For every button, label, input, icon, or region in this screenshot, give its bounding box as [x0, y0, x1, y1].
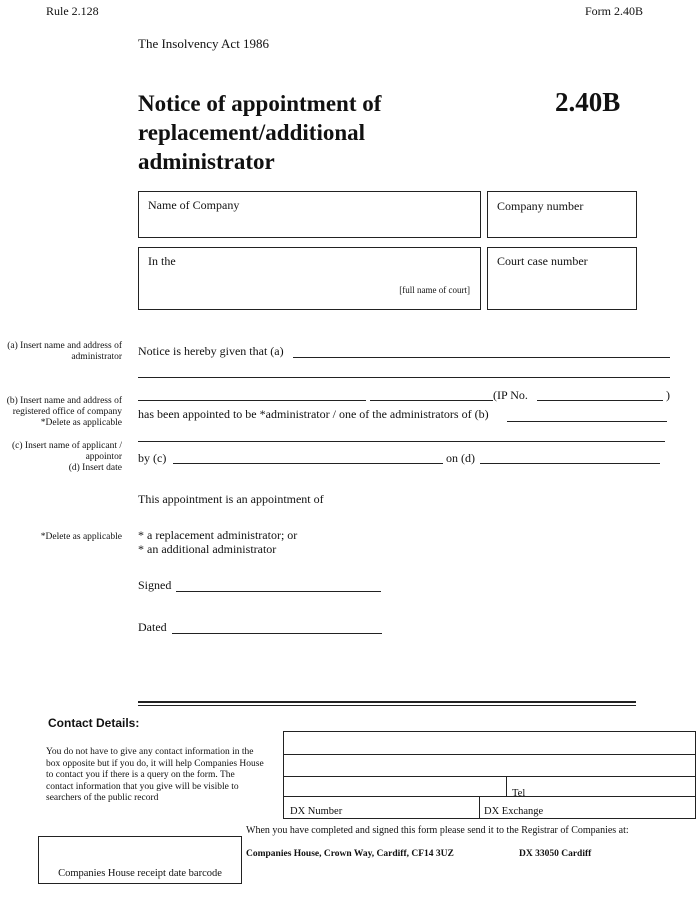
- dated-label: Dated: [138, 620, 167, 634]
- divider-top: [138, 701, 636, 703]
- in-the-label: In the: [148, 254, 176, 268]
- on-label: on (d): [446, 451, 475, 465]
- side-note-b-line3: *Delete as applicable: [40, 418, 122, 428]
- applicant-line[interactable]: [173, 463, 443, 464]
- dx-divider: [479, 797, 480, 818]
- side-note-a: [0, 341, 122, 363]
- contact-row-divider-2: [284, 776, 695, 777]
- side-note-b-line2: registered office of company: [12, 407, 122, 417]
- administrator-address-line-2b[interactable]: [370, 400, 493, 401]
- form-number: 2.40B: [555, 87, 621, 117]
- registered-office-line-2[interactable]: [138, 441, 665, 442]
- company-number-field[interactable]: [487, 191, 637, 238]
- dx-number-label: DX Number: [290, 806, 343, 817]
- barcode-label: Companies House receipt date barcode: [58, 868, 222, 879]
- dx-box[interactable]: [283, 796, 696, 819]
- dated-line[interactable]: [172, 633, 382, 634]
- side-note-b-line1: (b) Insert name and address of: [6, 396, 122, 406]
- rule-number: Rule 2.128: [46, 4, 99, 18]
- court-field[interactable]: [138, 247, 481, 310]
- contact-row-divider-1: [284, 754, 695, 755]
- side-note-c-line3: (d) Insert date: [68, 463, 122, 473]
- act-name: The Insolvency Act 1986: [138, 36, 270, 51]
- side-note-a-line2: administrator: [71, 352, 122, 362]
- court-case-number-field[interactable]: [487, 247, 637, 310]
- side-note-a-line1: (a) Insert name and address of: [7, 341, 122, 351]
- signature-line[interactable]: [176, 591, 381, 592]
- court-case-number-label: Court case number: [497, 254, 588, 268]
- side-note-c-line1: (c) Insert name of applicant /: [12, 441, 122, 451]
- notice-text: Notice is hereby given that (a): [138, 344, 284, 358]
- administrator-name-line[interactable]: [293, 357, 670, 358]
- option-replacement: * a replacement administrator; or: [138, 528, 298, 542]
- contact-heading: Contact Details:: [48, 716, 140, 730]
- ip-number-close: ): [666, 388, 670, 402]
- by-label: by (c): [138, 451, 167, 465]
- full-name-court-label: [full name of court]: [399, 285, 470, 295]
- administrator-address-line[interactable]: [138, 377, 670, 378]
- contact-box[interactable]: [283, 731, 696, 797]
- page-title: [138, 89, 381, 176]
- ip-number-label: (IP No.: [493, 388, 528, 402]
- company-name-field[interactable]: [138, 191, 481, 238]
- appointed-text: has been appointed to be *administrator / one of the administrators of (b): [138, 407, 489, 421]
- form-reference: Form 2.40B: [585, 4, 644, 18]
- registrar-address: Companies House, Crown Way, Cardiff, CF14 3UZ: [246, 849, 454, 859]
- side-note-c: [0, 441, 122, 474]
- divider-bottom: [138, 705, 636, 706]
- title-line-2: replacement/additional: [138, 120, 366, 145]
- company-name-label: Name of Company: [148, 198, 240, 212]
- title-line-3: administrator: [138, 149, 275, 174]
- registered-office-line[interactable]: [507, 421, 667, 422]
- tel-label: Tel: [512, 788, 526, 799]
- date-line[interactable]: [480, 463, 660, 464]
- side-note-c-line2: appointor: [85, 452, 122, 462]
- send-instructions: When you have completed and signed this form please send it to the Registrar of Companies at:: [246, 825, 629, 836]
- appointment-of-text: This appointment is an appointment of: [138, 492, 324, 506]
- signed-label: Signed: [138, 578, 172, 592]
- tel-divider: [506, 776, 507, 796]
- administrator-address-line-2a[interactable]: [138, 400, 366, 401]
- option-additional: * an additional administrator: [138, 542, 277, 556]
- registrar-dx: DX 33050 Cardiff: [519, 849, 592, 859]
- ip-number-line[interactable]: [537, 400, 663, 401]
- contact-instructions: You do not have to give any contact information in the box opposite but if you do, it will help Companies House to contact you if there is a query on the form. The contact information that you give will be visible to searchers of the public record: [46, 747, 264, 803]
- side-note-delete: *Delete as applicable: [40, 532, 122, 542]
- dx-exchange-label: DX Exchange: [484, 806, 544, 817]
- barcode-box: [38, 836, 242, 884]
- company-number-label: Company number: [497, 199, 584, 213]
- title-line-1: Notice of appointment of: [138, 91, 382, 116]
- side-note-b: [0, 396, 122, 429]
